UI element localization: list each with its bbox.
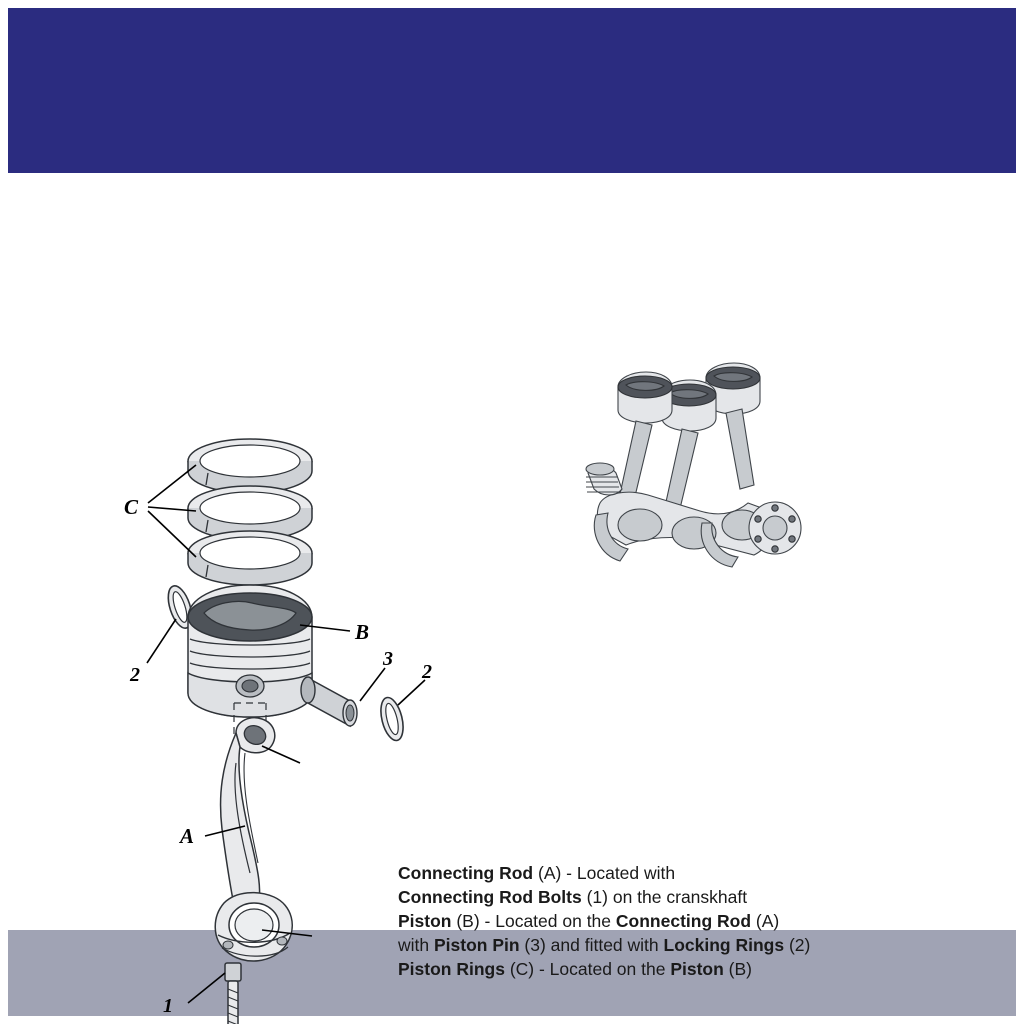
caption-text-5b: (B) — [723, 959, 753, 979]
caption-text-2: (1) on the cranskhaft — [581, 887, 748, 907]
caption-line-4 — [398, 933, 918, 957]
callout-c-label: C — [124, 495, 139, 519]
caption-term-piston-pin: Piston Pin — [433, 935, 520, 955]
piston-pin — [301, 677, 357, 726]
caption-term-connecting-rod-bolts: Connecting Rod Bolts — [398, 887, 582, 907]
caption-text-4a: with — [398, 935, 434, 955]
caption-term-connecting-rod-2: Connecting Rod — [615, 911, 752, 931]
crankshaft-assembly-thumbnail — [586, 363, 801, 567]
caption-term-connecting-rod: Connecting Rod — [398, 863, 534, 883]
callout-b-label: B — [355, 620, 370, 644]
leader-2-left — [147, 619, 176, 663]
caption-term-piston-rings: Piston Rings — [398, 959, 505, 979]
callout-3-label: 3 — [383, 648, 393, 670]
caption-line-3 — [398, 909, 918, 933]
caption-text-5a: (C) - Located on the — [504, 959, 671, 979]
thumbnail-rod-3 — [726, 409, 754, 489]
leader-2-right — [398, 680, 425, 705]
caption-line-5 — [398, 957, 918, 981]
caption-text-4b: (3) and fitted with — [519, 935, 664, 955]
header-band — [8, 8, 1016, 173]
diagram-area — [0, 173, 1024, 1017]
thumbnail-crank-journal-1 — [618, 509, 662, 541]
callout-a-label: A — [180, 824, 195, 848]
piston-rings-group — [188, 439, 312, 585]
caption-line-1 — [398, 861, 918, 885]
leader-rod-detail — [262, 746, 300, 763]
thumbnail-crank-flange — [749, 502, 801, 554]
diagram-caption — [398, 861, 918, 981]
caption-text-4c: (2) — [784, 935, 811, 955]
callout-2-right-label: 2 — [422, 661, 432, 683]
callout-2-left-label: 2 — [130, 664, 140, 686]
caption-term-piston-2: Piston — [670, 959, 724, 979]
connecting-rod-bolt — [225, 963, 241, 1024]
caption-term-piston: Piston — [398, 911, 452, 931]
caption-line-2 — [398, 885, 918, 909]
caption-text-3b: (A) — [751, 911, 780, 931]
caption-text-3a: (B) - Located on the — [451, 911, 616, 931]
caption-term-locking-rings: Locking Rings — [663, 935, 785, 955]
caption-text-1: (A) - Located with — [533, 863, 676, 883]
thumbnail-crank-gear — [586, 463, 622, 495]
callout-1-label: 1 — [163, 995, 173, 1017]
locking-ring-right — [377, 695, 407, 743]
thumbnail-piston-front — [618, 372, 672, 423]
leader-3 — [360, 668, 385, 701]
leader-c — [148, 465, 196, 557]
piston — [188, 585, 312, 717]
